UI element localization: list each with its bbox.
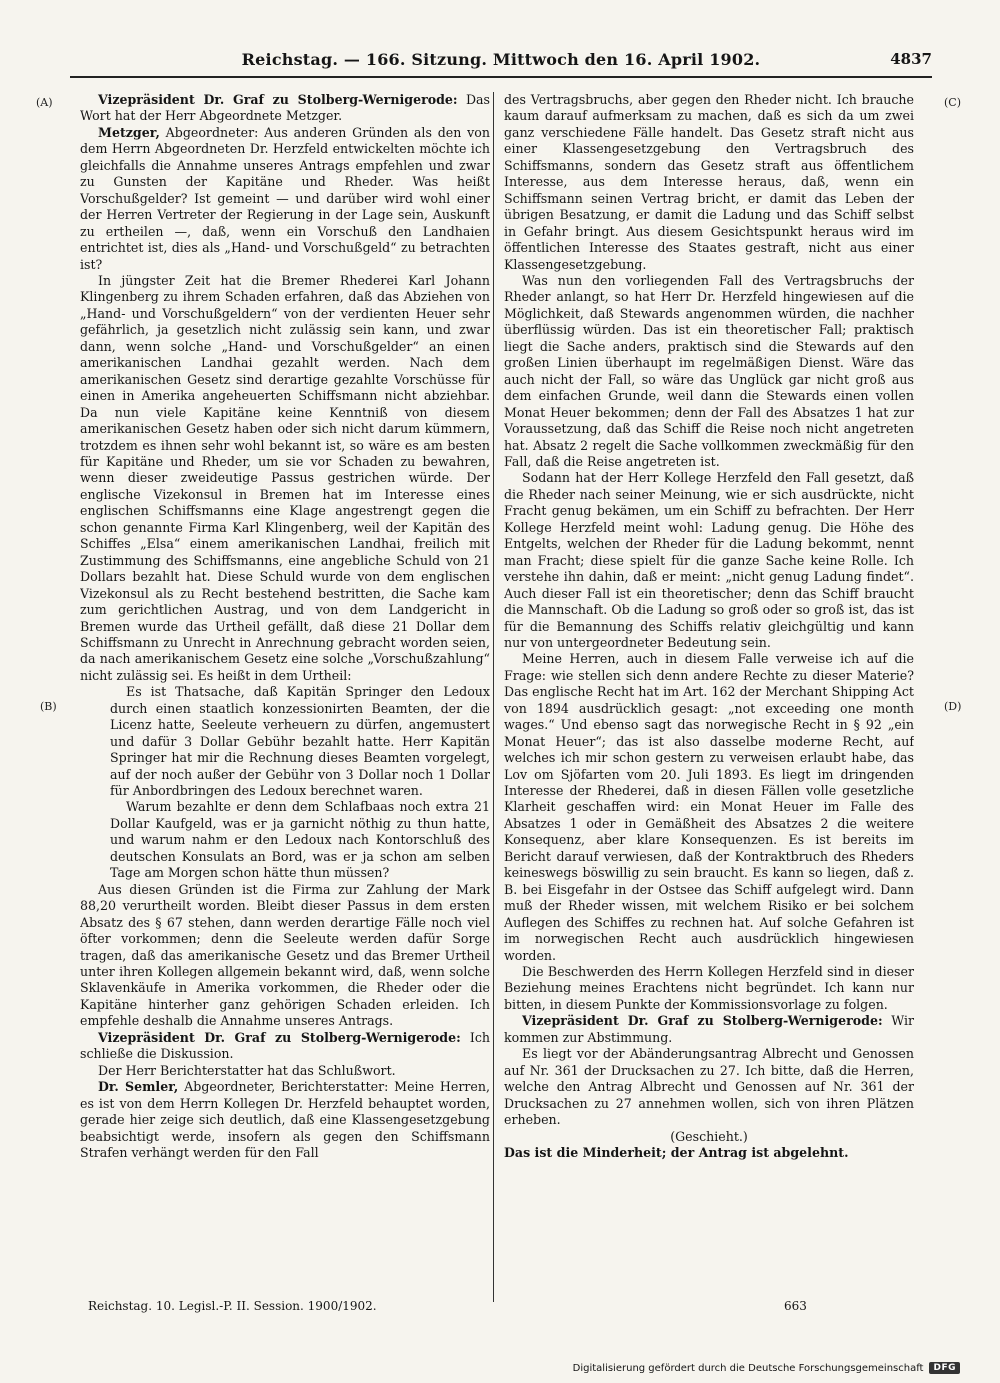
margin-marker-a: (A) [36,96,53,109]
speech-text: Wir kommen zur Abstimmung. [504,1013,914,1045]
running-title: Reichstag. — 166. Sitzung. Mittwoch den 16. April 1902. [241,50,761,69]
paragraph: Das ist die Minderheit; der Antrag ist abgelehnt. [504,1145,849,1160]
speaker-name: Dr. Semler, [98,1079,179,1095]
paragraph [80,125,490,273]
paragraph: Sodann hat der Herr Kollege Herzfeld den Fall gesetzt, daß die Rheder nach seiner Meinung, wie er sich ausdrückte, nicht Fracht genug bekämen, um ein Schiff zu befrachten. Der Herr Kollege Herzfeld meint wohl: Ladung genug. Die Höhe des Entgelts, welchen der Rheder für die Ladung bekommt, nennt man Fracht; diese spielt für die ganze Sache keine Rolle. Ich verstehe ihn dahin, daß er meint: „nicht genug Ladung findet“. Auch dieser Fall ist ein theoretischer; denn das Schiff braucht die Mannschaft. Ob die Ladung so groß oder so groß ist, das ist für die Bemannung des Schiffs relativ gleichgültig und kann nur von untergeordneter Bedeutung sein. [504,470,914,650]
margin-marker-d: (D) [944,700,962,713]
speech-text: Abgeordneter: Aus anderen Gründen als den von dem Herrn Abgeordneten Dr. Herzfeld entwickelten möchte ich gleichfalls die Annahme unseres Antrags empfehlen und zwar zu Gunsten der Kapitäne und Rheder. Was heißt Vorschußgelder? Ist gemeint — und darüber wird wohl einer der Herren Vertreter der Regierung in der Lage sein, Auskunft zu ertheilen —, daß, wenn ein Vorschuß den Landhaien entrichtet ist, dies als „Hand- und Vorschußgeld“ zu betrachten ist? [80,124,490,272]
paragraph: In jüngster Zeit hat die Bremer Rhederei Karl Johann Klingenberg zu ihrem Schaden erfahren, daß das Abziehen von „Hand- und Vorschußgeldern“ von der verdienten Heuer sehr gefährlich, ja gesetzlich nicht zulässig sein kann, und zwar dann, wenn solche „Hand- und Vorschußgelder“ an einen amerikanischen Landhai gezahlt werden. Nach dem amerikanischen Gesetz sind derartige gezahlte Vorschüsse für einen in Amerika angeheuerten Schiffsmann nicht abziehbar. Da nun viele Kapitäne keine Kenntniß von diesem amerikanischen Gesetz haben oder sich nicht darum kümmern, trotzdem es ihnen sehr wohl bekannt ist, so wäre es am besten für Kapitäne und Rheder, um sie vor Schaden zu bewahren, wenn dieser zweideutige Passus gestrichen würde. Der englische Vizekonsul in Bremen hat im Interesse eines englischen Schiffsmanns eine Klage angestrengt gegen die schon genannte Firma Karl Klingenberg, weil der Kapitän des Schiffes „Elsa“ einem amerikanischen Landhai, freilich mit Zustimmung des Schiffsmanns, eine angebliche Schuld von 21 Dollars bezahlt hat. Diese Schuld wurde von dem englischen Vizekonsul als zu Recht bestehend bestritten, die Sache kam zum gerichtlichen Austrag, und von dem Landgericht in Bremen wurde das Urtheil gefällt, daß diese 21 Dollar dem Schiffsmann zu Unrecht in Anrechnung gebracht worden seien, da nach amerikanischem Gesetz eine solche „Vorschußzahlung“ nicht zulässig sei. Es heißt in dem Urtheil: [80,272,490,683]
speech-text: Das Wort hat der Herr Abgeordnete Metzger. [80,92,490,124]
stage-direction: (Geschieht.) [670,1128,748,1144]
page-number: 4837 [890,50,932,68]
paragraph [80,1030,490,1063]
speaker-name: Metzger, [98,124,160,140]
right-column [504,92,914,1290]
footer-publication: Reichstag. 10. Legisl.-P. II. Session. 1900/1902. [88,1299,377,1313]
paragraph [80,1079,490,1161]
speech-text: Abgeordneter, Berichterstatter: Meine Herren, es ist von dem Herrn Kollegen Dr. Herzfeld behauptet worden, gerade hier zeige sich deutlich, daß eine Klassengesetzgebung beabsichtigt werde, insofern als gegen den Schiffsmann Strafen verhängt werden für den Fall [80,1079,490,1160]
speech-text: Ich schließe die Diskussion. [80,1029,490,1062]
margin-marker-b: (B) [40,700,57,713]
speaker-name: Vizepräsident Dr. Graf zu Stolberg-Wernigerode: [522,1013,883,1029]
footer-sheet-number: 663 [784,1299,807,1313]
speaker-name: Vizepräsident Dr. Graf zu Stolberg-Wernigerode: [98,1029,461,1045]
quote-paragraph: Es ist Thatsache, daß Kapitän Springer den Ledoux durch einen staatlich konzessionirten Beamten, der die Licenz hatte, Seeleute verheuern zu dürfen, angemustert und dafür 3 Dollar Gebühr bezahlt hatte. Herr Kapitän Springer hat mir die Rechnung dieses Beamten vorgelegt, auf der noch außer der Gebühr von 3 Dollar noch 1 Dollar für Anbordbringen des Ledoux berechnet waren. [110,684,490,799]
paragraph: Der Herr Berichterstatter hat das Schlußwort. [98,1062,396,1078]
funding-text: Digitalisierung gefördert durch die Deutsche Forschungsgemeinschaft [572,1362,924,1374]
paragraph: Meine Herren, auch in diesem Falle verweise ich auf die Frage: wie stellen sich denn andere Rechte zu dieser Materie? Das englische Recht hat im Art. 162 der Merchant Shipping Act von 1894 ausdrücklich gesagt: „not exceeding one month wages.“ Und ebenso sagt das norwegische Recht in § 92 „ein Monat Heuer“; das ist also dasselbe moderne Recht, auf welches ich mir schon gestern zu verweisen erlaubt habe, das Lov om Sjöfarten vom 20. Juli 1893. Es liegt im dringenden Interesse der Rhederei, daß in diesen Fällen volle gesetzliche Klarheit geschaffen wird: ein Monat Heuer im Falle des Absatzes 1 oder in Gemäßheit des Absatzes 2 die weitere Konsequenz, aber klare Konsequenzen. Es ist bereits im Bericht darauf verwiesen, daß der Kontraktbruch des Rheders keineswegs böswillig zu sein braucht. Es kann so liegen, daß z. B. bei Eisgefahr in der Ostsee das Schiff aufgelegt wird. Dann muß der Rheder wissen, mit welchem Risiko er bei solchem Auflegen des Schiffes zu rechnen hat. Auf solche Gefahren ist im norwegischen Recht auch ausdrücklich hingewiesen worden. [504,651,914,963]
margin-marker-c: (C) [944,96,961,109]
page-header [70,46,932,78]
dfg-logo: DFG [929,1362,960,1374]
paragraph: Die Beschwerden des Herrn Kollegen Herzfeld sind in dieser Beziehung meines Erachtens nicht begründet. Ich kann nur bitten, in diesem Punkte der Kommissionsvorlage zu folgen. [504,964,914,1012]
paragraph: Es liegt vor der Abänderungsantrag Albrecht und Genossen auf Nr. 361 der Drucksachen zu 27. Ich bitte, daß die Herren, welche den Antrag Albrecht und Genossen auf Nr. 361 der Drucksachen zu 27 annehmen wollen, sich von ihren Plätzen erheben. [504,1046,914,1128]
paragraph: Aus diesen Gründen ist die Firma zur Zahlung der Mark 88,20 verurtheilt worden. Bleibt dieser Passus in dem ersten Absatz des § 67 stehen, dann werden derartige Fälle noch viel öfter vorkommen; denn die Seeleute werden dafür Sorge tragen, daß das amerikanische Gesetz und das Bremer Urtheil unter ihren Kollegen allgemein bekannt wird, daß, wenn solche Sklavenkäufe in Amerika vorkommen, die Rheder oder die Kapitäne hinterher ganz gehörigen Schaden erleiden. Ich empfehle deshalb die Annahme unseres Antrags. [80,881,490,1029]
paragraph [80,92,490,125]
paragraph [504,1013,914,1046]
column-divider [493,92,494,1302]
quote-paragraph: Warum bezahlte er denn dem Schlafbaas noch extra 21 Dollar Kaufgeld, was er ja garnicht nöthig zu thun hatte, und warum nahm er den Ledoux nach Kontorschluß des deutschen Konsulats an Bord, was er ja schon am selben Tage am Morgen schon hätte thun müssen? [110,799,490,881]
speaker-name: Vizepräsident Dr. Graf zu Stolberg-Wernigerode: [98,92,458,107]
left-column [80,92,490,1290]
paragraph: Was nun den vorliegenden Fall des Vertragsbruchs der Rheder anlangt, so hat Herr Dr. Herzfeld hingewiesen auf die Möglichkeit, daß Stewards angenommen würden, die nachher überflüssig würden. Das ist ein theoretischer Fall; praktisch liegt die Sache anders, praktisch sind die Stewards auf den großen Linien überhaupt im regelmäßigen Dienst. Wäre das auch nicht der Fall, so wäre das Unglück gar nicht groß aus dem einfachen Grunde, weil dann die Stewards einen vollen Monat Heuer bekommen; denn der Fall des Absatzes 1 hat zur Voraussetzung, daß das Schiff die Reise noch nicht angetreten hat. Absatz 2 regelt die Sache vollkommen zweckmäßig für den Fall, daß die Reise angetreten ist. [504,272,914,469]
funding-note [573,1362,960,1374]
paragraph: des Vertragsbruchs, aber gegen den Rheder nicht. Ich brauche kaum darauf aufmerksam zu machen, daß es sich da um zwei ganz verschiedene Fälle handelt. Das Gesetz straft nicht aus einer Klassengesetzgebung den Vertragsbruch des Schiffsmanns, sondern das Gesetz straft aus öffentlichem Interesse, aus dem Interesse heraus, daß, wenn ein Schiffsmann seinen Vertrag bricht, er damit das Leben der übrigen Besatzung, er damit die Ladung und das Schiff selbst in Gefahr bringt. Aus diesem Gesichtspunkt heraus wird im öffentlichen Interesse des Staates gestraft, nicht aus einer Klassengesetzgebung. [504,92,914,272]
